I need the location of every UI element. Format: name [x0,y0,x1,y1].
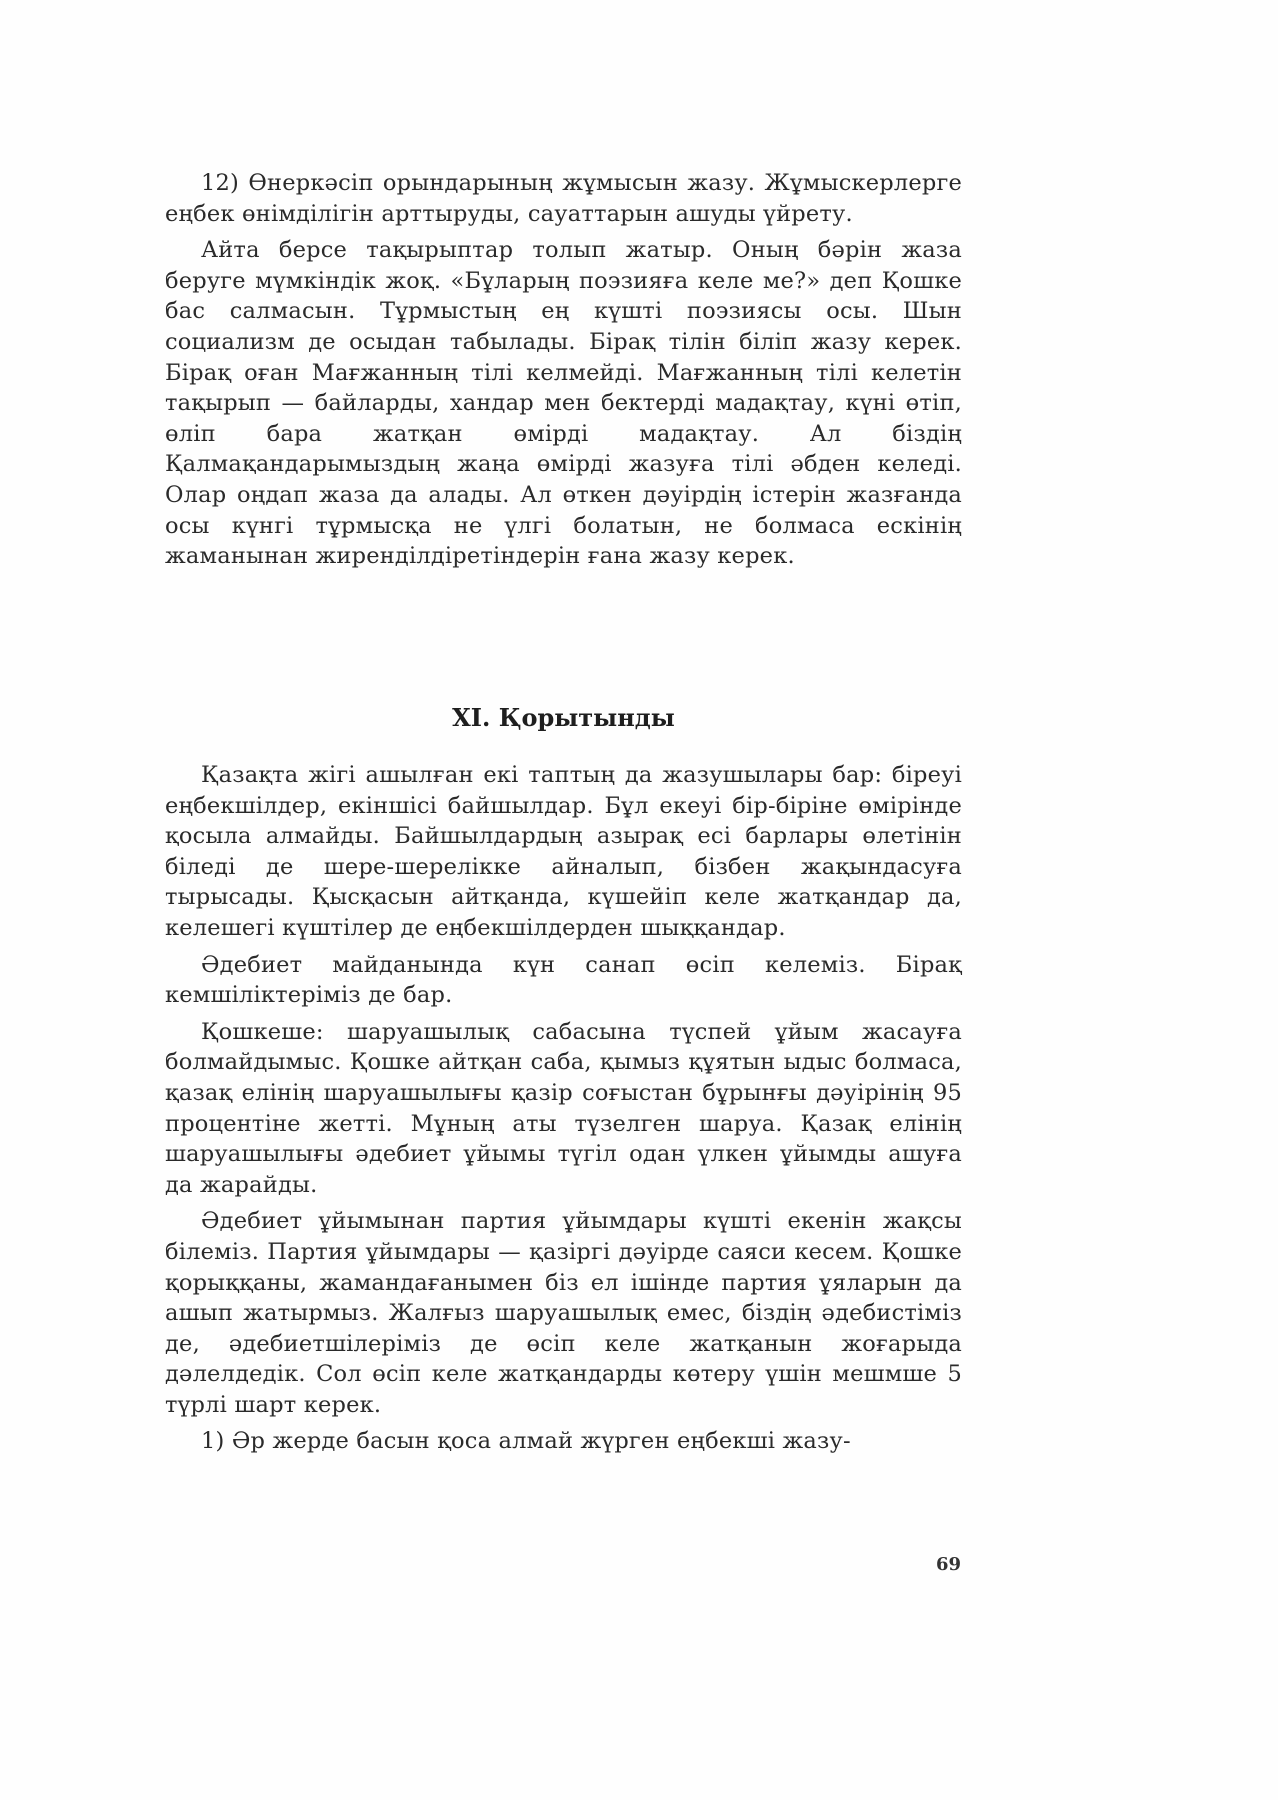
paragraph-koshke: Қошкеше: шаруашылық сабасына түспей ұйым жасауға болмайдымыс. Қошке айтқан саба, қымыз құятын ыдыс болмаса, қазақ елінің шаруашылығы қазір соғыстан бұрынғы дәуірінің 95 процентіне жетті. Мұның аты түзелген шаруа. Қазақ елінің шаруашылығы әдебиет ұйымы түгіл одан үлкен ұйымды ашуға да жарайды. [165,1018,962,1198]
paragraph-condition-1: 1) Әр жерде басын қоса алмай жүрген еңбекші жазу- [201,1428,851,1455]
bottom-text-block [165,760,962,1457]
paragraph-party: Әдебиет ұйымынан партия ұйымдары күшті екенін жақсы білеміз. Партия ұйымдары — қазіргі дәуірде саяси кесем. Қошке қорыққаны, жамандағанымен біз ел ішінде партия ұяларын да ашып жатырмыз. Жалғыз шаруашылық емес, біздің әдебистіміз де, әдебиетшілеріміз де өсіп келе жатқанын жоғарыда дәлелдедік. Сол өсіп келе жатқандарды көтеру үшін мешмше 5 түрлі шарт керек. [165,1208,962,1418]
paragraph-classes: Қазақта жігі ашылған екі таптың да жазушылары бар: біреуі еңбекшілдер, екіншісі байшылдар. Бұл екеуі бір-біріне өмірінде қосыла алмайды. Байшылдардың азырақ есі барлары өлетінін біледі де шере-шереліккe айналып, бізбен жақындасуға тырысады. Қысқасын айтқанда, күшейіп келе жатқандар да, келешегі күштілер де еңбекшілдерден шыққандар. [165,762,962,941]
page-number: 69 [936,1554,962,1575]
section-heading: XI. Қорытынды [452,703,675,732]
paragraph-literature-front: Әдебиет майданында күн санап өсіп келеміз. Бірақ кемшіліктеріміз де бар. [165,951,962,1009]
paragraph-topics: Айта берсе тақырыптар толып жатыр. Оның бәрін жаза беруге мүмкіндік жоқ. «Бұларың поэзияға келе ме?» деп Қошке бас салмасын. Тұрмыстың ең күшті поэзиясы осы. Шын социализм де осыдан табылады. Бірақ тілін біліп жазу керек. Бірақ оған Мағжанның тілі келмейді. Мағжанның тілі келетін тақырып — байларды, хандар мен бектерді мадақтау, күні өтіп, өліп бара жатқан өмірді мадақтау. Ал біздің Қалмақандарымыздың жаңа өмірді жазуға тілі әбден келеді. Олар оңдап жаза да алады. Ал өткен дәуірдің істерін жазғанда осы күнгі тұрмысқа не үлгі болатын, не болмаса ескінің жаманынан жиренділдіретіндерін ғана жазу керек. [165,237,962,570]
top-text-block [165,168,962,572]
paragraph-item-12: 12) Өнеркәсіп орындарының жұмысын жазу. Жұмыскерлерге еңбек өнімділігін арттыруды, сауаттарын ашуды үйрету. [165,170,962,227]
